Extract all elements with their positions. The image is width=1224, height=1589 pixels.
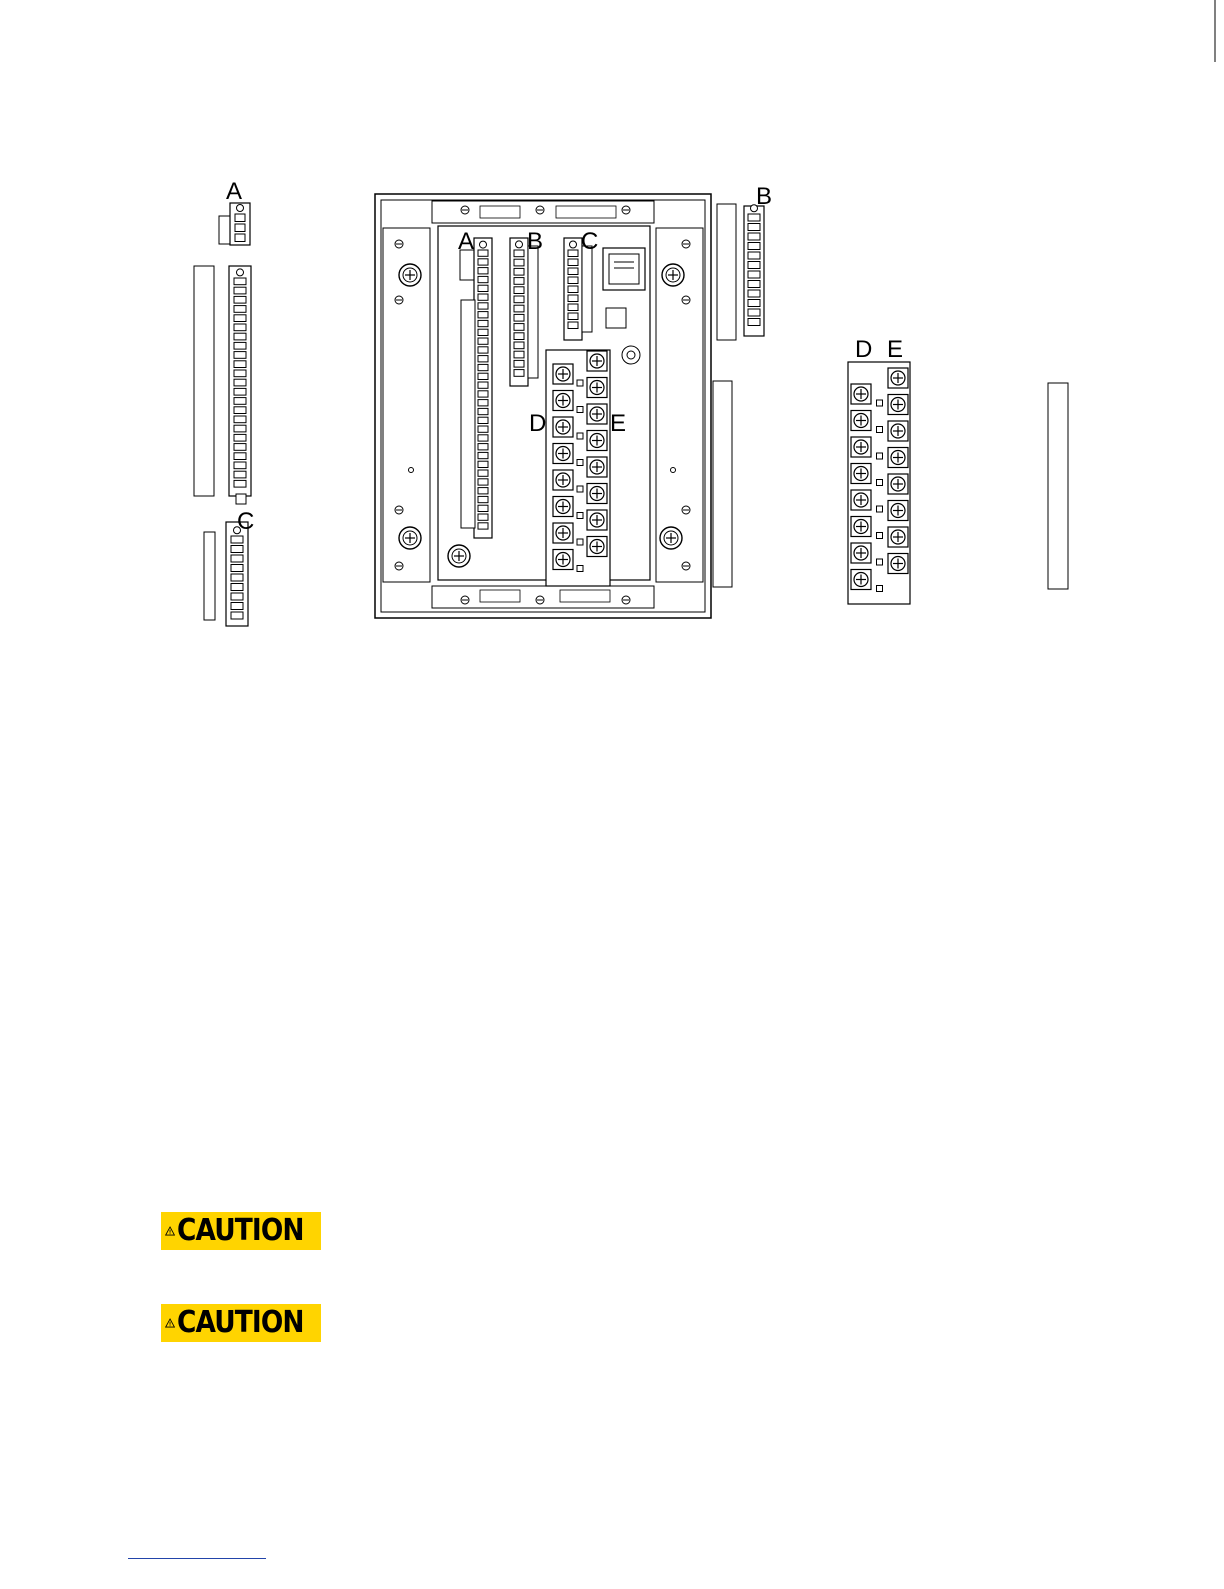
label-C-left: C xyxy=(237,508,255,535)
label-B-panel: B xyxy=(527,228,544,255)
label-strip-right xyxy=(1048,383,1068,589)
label-E-right: E xyxy=(887,336,904,363)
device-rear-panel xyxy=(375,194,711,618)
label-C-panel: C xyxy=(581,228,599,255)
panel-connector-B xyxy=(510,238,538,386)
label-A-left: A xyxy=(226,178,243,205)
warning-triangle-icon xyxy=(165,1308,175,1338)
plug-long-detached xyxy=(194,266,251,504)
plug-C-detached xyxy=(204,522,248,626)
panel-terminal-block-DE xyxy=(546,350,610,586)
label-strip xyxy=(713,381,732,587)
caution-label-1 xyxy=(161,1212,321,1250)
label-A-panel: A xyxy=(458,228,475,255)
label-B-right: B xyxy=(756,183,773,210)
footer-link-underline xyxy=(128,1558,266,1559)
caution-text: CAUTION xyxy=(177,1213,304,1248)
label-D-right: D xyxy=(855,336,873,363)
caution-text: CAUTION xyxy=(177,1305,304,1340)
terminal-block-DE-detached xyxy=(848,362,910,604)
label-D-panel: D xyxy=(529,410,547,437)
plug-B-detached xyxy=(717,204,764,340)
plug-A-detached xyxy=(219,203,250,245)
warning-triangle-icon xyxy=(165,1216,175,1246)
label-E-panel: E xyxy=(610,410,627,437)
caution-label-2 xyxy=(161,1304,321,1342)
